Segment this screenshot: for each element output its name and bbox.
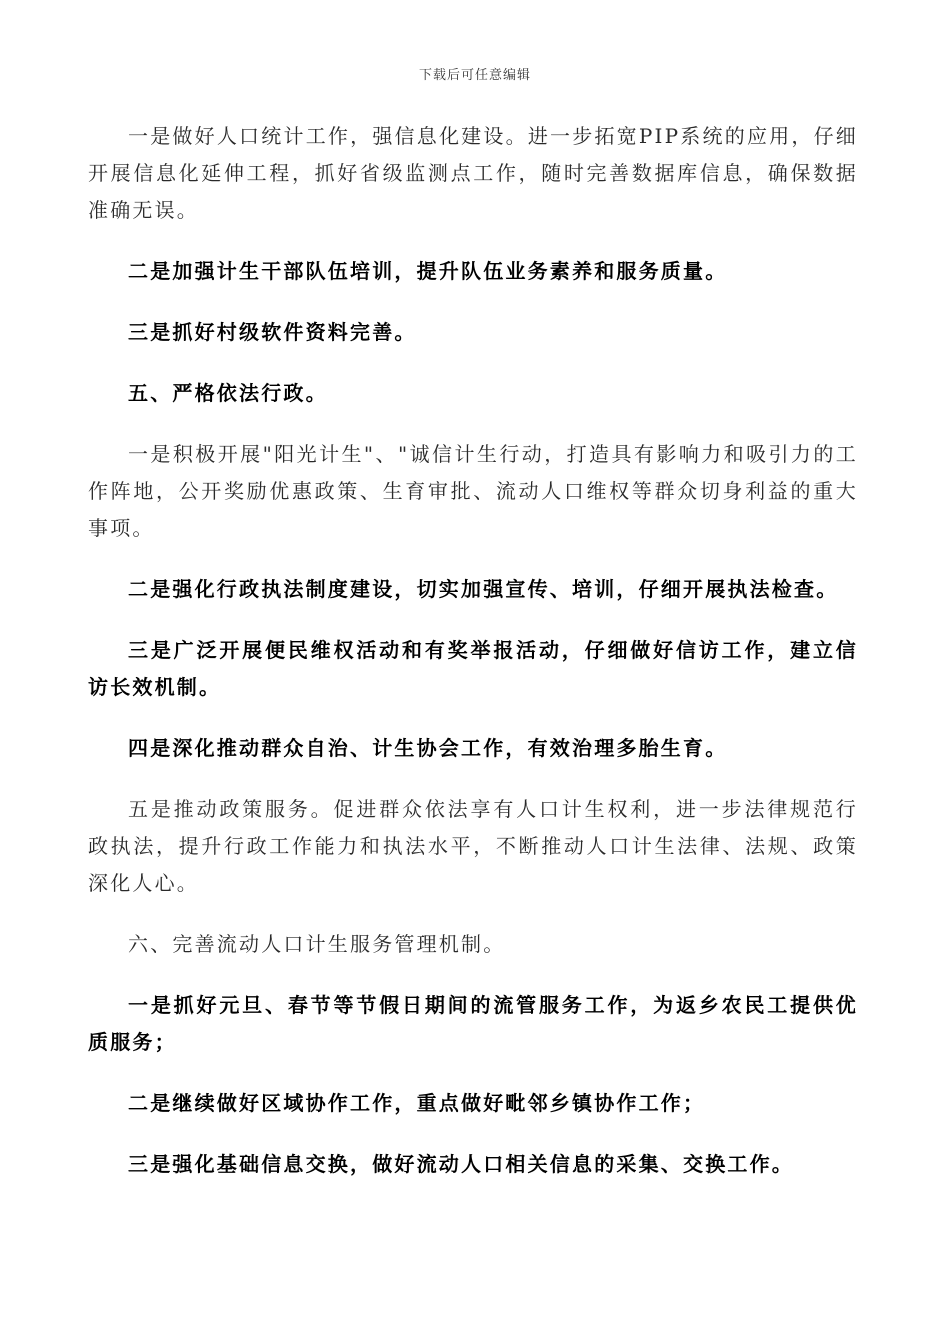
paragraph: 一是抓好元旦、春节等节假日期间的流管服务工作，为返乡农民工提供优质服务； — [88, 993, 858, 1054]
paragraph: 五是推动政策服务。促进群众依法享有人口计生权利，进一步法律规范行政执法，提升行政工作能力和执法水平，不断推动人口计生法律、法规、政策深化人心。 — [88, 797, 858, 895]
paragraph: 三是强化基础信息交换，做好流动人口相关信息的采集、交换工作。 — [128, 1152, 794, 1176]
page-header: 下载后可任意编辑 — [418, 68, 531, 83]
paragraph: 三是抓好村级软件资料完善。 — [128, 320, 417, 344]
section-heading: 五、严格依法行政。 — [128, 381, 328, 405]
paragraph: 二是强化行政执法制度建设，切实加强宣传、培训，仔细开展执法检查。 — [128, 577, 839, 601]
document-body — [88, 118, 858, 1207]
paragraph: 一是积极开展"阳光计生"、"诚信计生行动，打造具有影响力和吸引力的工作阵地，公开奖励优惠政策、生育审批、流动人口维权等群众切身利益的重大事项。 — [88, 442, 858, 540]
paragraph: 三是广泛开展便民维权活动和有奖举报活动，仔细做好信访工作，建立信访长效机制。 — [88, 638, 858, 699]
paragraph: 二是加强计生干部队伍培训，提升队伍业务素养和服务质量。 — [128, 259, 728, 283]
section-heading: 六、完善流动人口计生服务管理机制。 — [128, 932, 506, 956]
paragraph: 四是深化推动群众自治、计生协会工作，有效治理多胎生育。 — [128, 736, 728, 760]
paragraph: 一是做好人口统计工作，强信息化建设。进一步拓宽PIP系统的应用，仔细开展信息化延伸工程，抓好省级监测点工作，随时完善数据库信息，确保数据准确无误。 — [88, 124, 858, 222]
paragraph: 二是继续做好区域协作工作，重点做好毗邻乡镇协作工作； — [128, 1091, 706, 1115]
